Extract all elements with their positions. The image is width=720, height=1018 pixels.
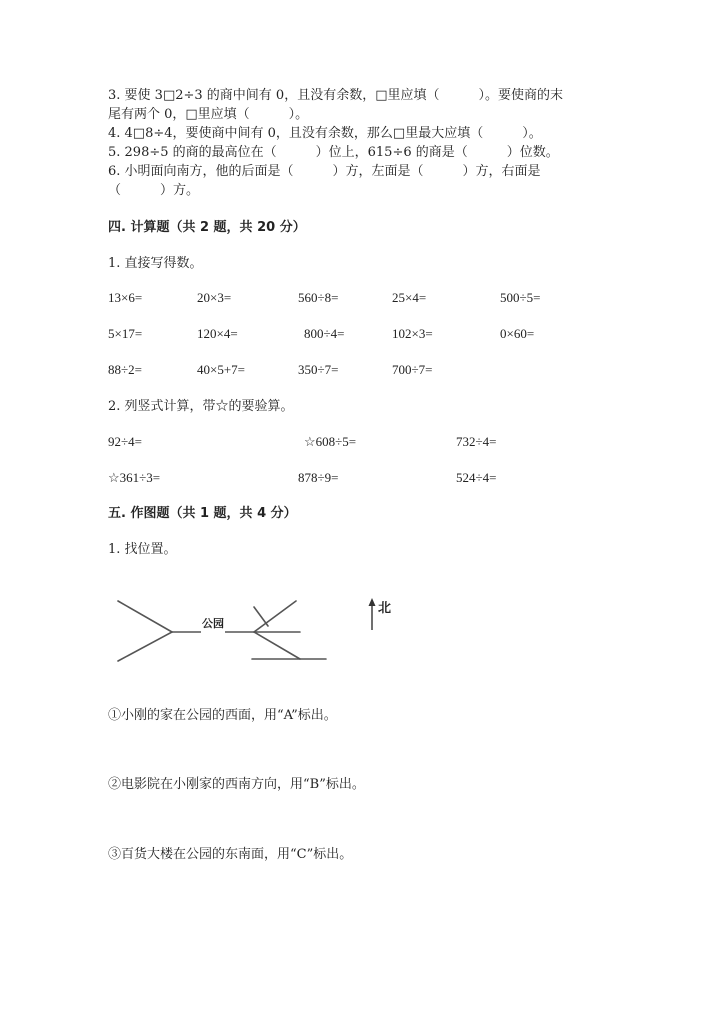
question-3-line-2: 尾有两个 0，□里应填（ ）。	[108, 107, 309, 122]
oral-item: 88÷2=	[108, 362, 142, 377]
vertical-item: 92÷4=	[108, 434, 142, 449]
task-c: ③百货大楼在公园的东南面，用“C”标出。	[108, 847, 353, 862]
question-5: 5. 298÷5 的商的最高位在（ ）位上，615÷6 的商是（ ）位数。	[108, 145, 559, 160]
oral-item: 560÷8=	[298, 290, 339, 305]
question-6-line-2: （ ）方。	[108, 183, 200, 198]
north-label: 北	[378, 601, 392, 616]
vertical-item: ☆608÷5=	[304, 434, 357, 449]
vertical-item: 524÷4=	[456, 470, 497, 485]
north-arrow	[369, 598, 376, 630]
question-3-line-1: 3. 要使 3□2÷3 的商中间有 0，且没有余数，□里应填（ ）。要使商的末	[108, 88, 563, 103]
oral-item: 800÷4=	[304, 326, 345, 341]
position-task-title: 1. 找位置。	[108, 542, 177, 557]
question-4: 4. 4□8÷4，要使商中间有 0，且没有余数，那么□里最大应填（ ）。	[108, 126, 542, 141]
oral-item: 0×60=	[500, 326, 535, 341]
oral-item: 102×3=	[392, 326, 433, 341]
oral-item: 5×17=	[108, 326, 143, 341]
oral-item: 13×6=	[108, 290, 143, 305]
task-b: ②电影院在小刚家的西南方向，用“B”标出。	[108, 777, 365, 792]
section-5-heading: 五. 作图题（共 1 题，共 4 分）	[108, 506, 297, 521]
vertical-item: 878÷9=	[298, 470, 339, 485]
oral-item: 700÷7=	[392, 362, 433, 377]
vertical-item: 732÷4=	[456, 434, 497, 449]
question-6-line-1: 6. 小明面向南方，他的后面是（ ）方，左面是（ ）方，右面是	[108, 164, 541, 179]
oral-item: 350÷7=	[298, 362, 339, 377]
oral-calc-title: 1. 直接写得数。	[108, 256, 203, 271]
oral-item: 20×3=	[197, 290, 232, 305]
oral-item: 25×4=	[392, 290, 427, 305]
oral-item: 40×5+7=	[197, 362, 245, 377]
section-4-heading: 四. 计算题（共 2 题，共 20 分）	[108, 220, 306, 235]
oral-item: 120×4=	[197, 326, 238, 341]
park-label: 公园	[201, 615, 225, 633]
vertical-calc-title: 2. 列竖式计算，带☆的要验算。	[108, 399, 294, 414]
oral-item: 500÷5=	[500, 290, 541, 305]
task-a: ①小刚的家在公园的西面，用“A”标出。	[108, 708, 337, 723]
vertical-item: ☆361÷3=	[108, 470, 161, 485]
